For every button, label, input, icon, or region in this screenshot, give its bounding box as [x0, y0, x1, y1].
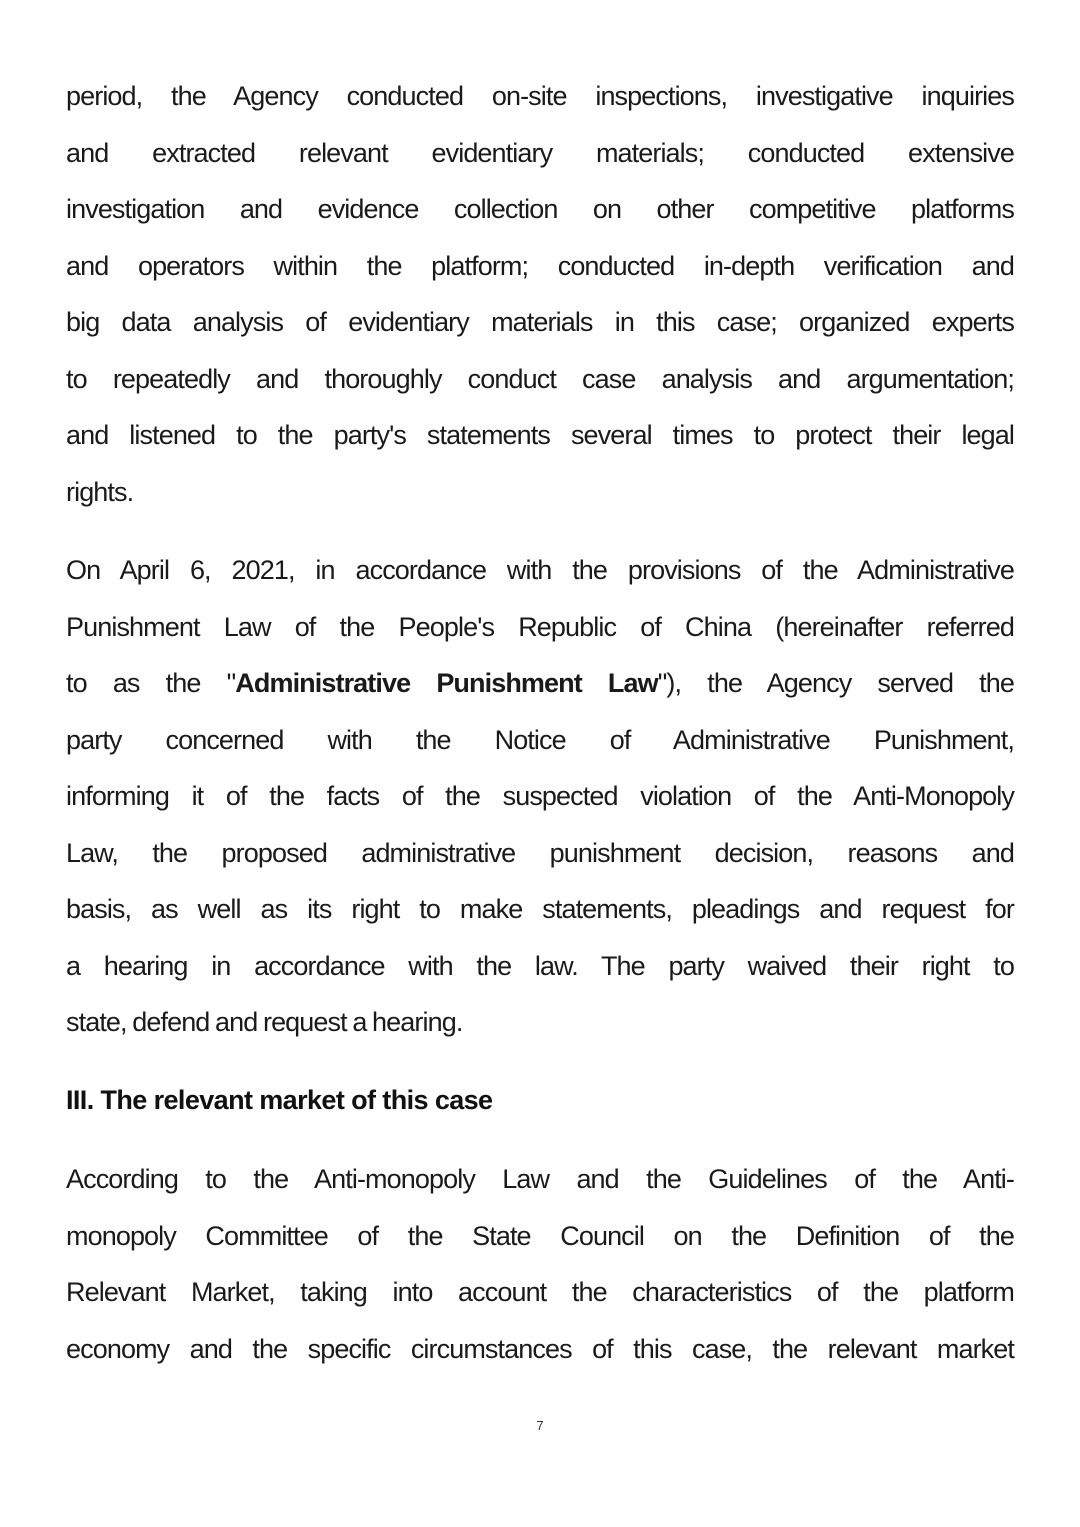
text-line: and listened to the party's statements several times to protect their legal	[66, 420, 1014, 450]
page-number: 7	[536, 1418, 544, 1433]
text-line: and extracted relevant evidentiary materials; conducted extensive	[66, 138, 1014, 168]
section-heading: III. The relevant market of this case	[66, 1085, 493, 1115]
text-line: state, defend and request a hearing.	[66, 1007, 463, 1037]
text-line: basis, as well as its right to make statements, pleadings and request for	[66, 894, 1014, 924]
text-line: big data analysis of evidentiary materials in this case; organized experts	[66, 307, 1014, 337]
text-line: According to the Anti-monopoly Law and the Guidelines of the Anti-	[66, 1164, 1014, 1194]
text-line: On April 6, 2021, in accordance with the provisions of the Administrative	[66, 555, 1014, 585]
text-line: to as the "Administrative Punishment Law"), the Agency served the	[66, 668, 1015, 698]
text-line: period, the Agency conducted on-site inspections, investigative inquiries	[66, 81, 1014, 111]
text-line: economy and the specific circumstances of this case, the relevant market	[66, 1334, 1014, 1364]
text-line: Punishment Law of the People's Republic of China (hereinafter referred	[66, 612, 1014, 642]
text-line: and operators within the platform; conducted in-depth verification and	[66, 251, 1014, 281]
text-line: party concerned with the Notice of Administrative Punishment,	[66, 725, 1014, 755]
text-line: informing it of the facts of the suspected violation of the Anti-Monopoly	[66, 781, 1014, 811]
text-line: rights.	[66, 477, 134, 507]
text-line: monopoly Committee of the State Council on the Definition of the	[66, 1221, 1014, 1251]
text-line: to repeatedly and thoroughly conduct case analysis and argumentation;	[66, 364, 1014, 394]
text-line: Relevant Market, taking into account the characteristics of the platform	[66, 1277, 1014, 1307]
text-line: a hearing in accordance with the law. The party waived their right to	[66, 951, 1014, 981]
text-line: Law, the proposed administrative punishment decision, reasons and	[66, 838, 1014, 868]
text-line: investigation and evidence collection on other competitive platforms	[66, 194, 1014, 224]
defined-term: Administrative Punishment Law	[235, 668, 658, 698]
